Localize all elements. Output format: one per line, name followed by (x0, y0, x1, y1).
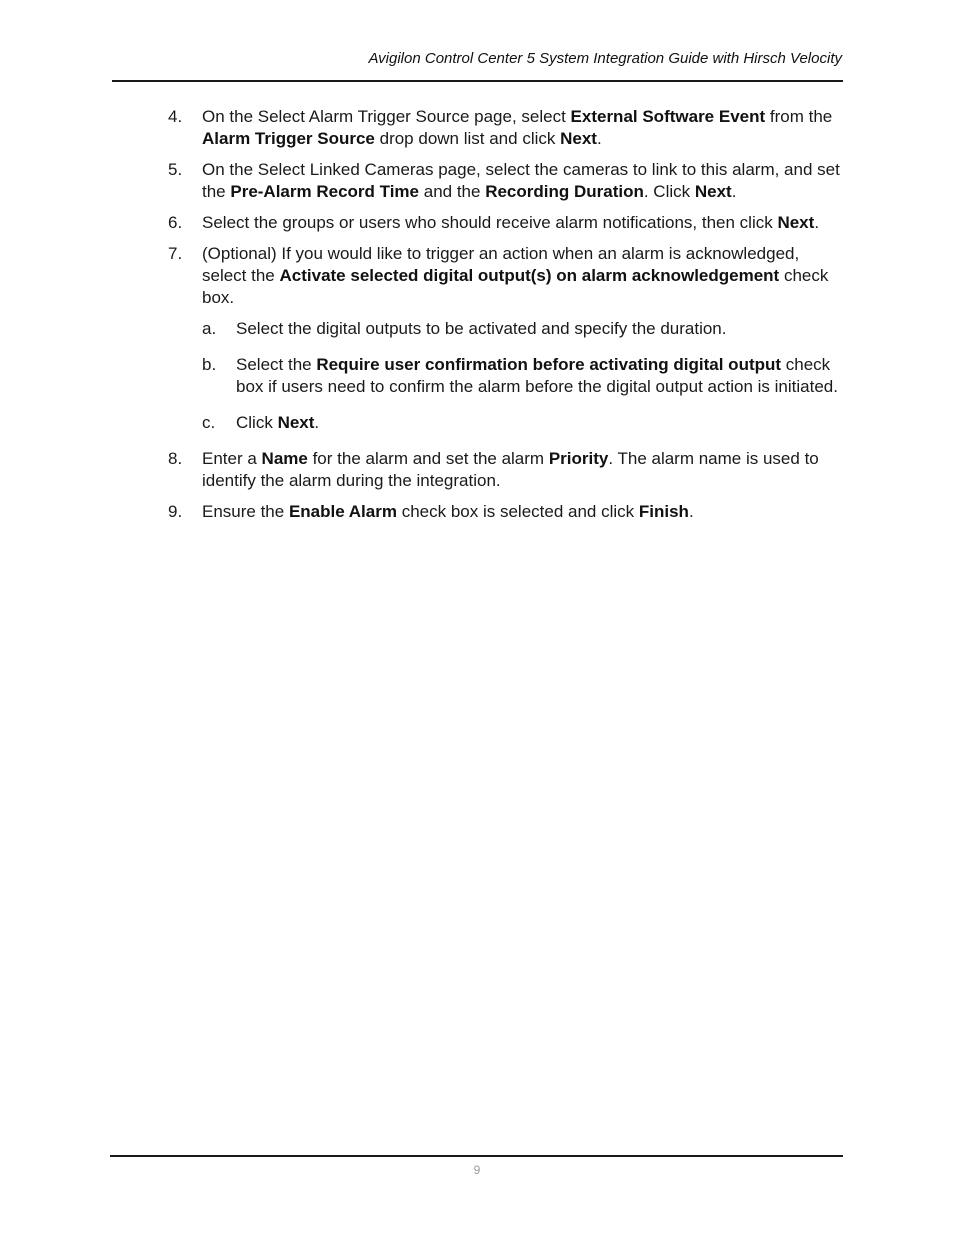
step-number: 7. (168, 244, 183, 263)
step-text: . (731, 182, 737, 201)
step-number: 9. (168, 502, 183, 521)
step-emphasis: External Software Event (570, 107, 766, 126)
step-emphasis: Recording Duration (485, 182, 644, 201)
instruction-list (168, 106, 843, 532)
step-text: . (814, 213, 820, 232)
page-number: 9 (473, 1163, 481, 1177)
step-7 (168, 243, 843, 434)
step-emphasis: Next (694, 182, 732, 201)
running-header: Avigilon Control Center 5 System Integration Guide with Hirsch Velocity (368, 50, 842, 67)
substep-b (202, 354, 843, 398)
substep-letter: b. (202, 355, 217, 374)
step-text: Ensure the (202, 502, 289, 521)
substep-text: Select the digital outputs to be activated and specify the duration. (236, 319, 727, 338)
step-text: (Optional) If you would like to trigger an action when an alarm is acknowledged, select the (202, 244, 800, 285)
substep-text: Click (236, 413, 278, 432)
substep-text: check box if users need to confirm the alarm before the digital output action is initiated. (236, 355, 838, 396)
step-text: Select the groups or users who should receive alarm notifications, then click (202, 213, 778, 232)
step-text: On the Select Alarm Trigger Source page, select (202, 107, 571, 126)
step-number: 8. (168, 449, 183, 468)
substep-list (202, 318, 843, 434)
step-text: from the (765, 107, 833, 126)
substep-a (202, 318, 843, 340)
step-emphasis: Enable Alarm (288, 502, 397, 521)
step-emphasis: Alarm Trigger Source (202, 129, 375, 148)
step-text: check box. (202, 266, 829, 307)
step-text: Enter a (202, 449, 262, 468)
substep-emphasis: Next (277, 413, 315, 432)
step-5 (168, 159, 843, 203)
step-4 (168, 106, 843, 150)
substep-letter: a. (202, 319, 217, 338)
step-text: . Click (643, 182, 695, 201)
step-text: . The alarm name is used to identify the alarm during the integration. (202, 449, 819, 490)
substep-c (202, 412, 843, 434)
step-number: 4. (168, 107, 183, 126)
step-text: for the alarm and set the alarm (307, 449, 549, 468)
substep-emphasis: Require user confirmation before activating digital output (316, 355, 782, 374)
step-emphasis: Activate selected digital output(s) on alarm acknowledgement (279, 266, 780, 285)
step-number: 5. (168, 160, 183, 179)
step-text: . (596, 129, 602, 148)
step-8 (168, 448, 843, 492)
substep-text: . (314, 413, 320, 432)
step-emphasis: Next (777, 213, 815, 232)
substep-text: Select the (236, 355, 317, 374)
step-emphasis: Priority (548, 449, 609, 468)
step-text: check box is selected and click (396, 502, 639, 521)
step-emphasis: Finish (638, 502, 689, 521)
step-text: On the Select Linked Cameras page, select the cameras to link to this alarm, and set the (202, 160, 840, 201)
step-emphasis: Next (560, 129, 597, 148)
step-emphasis: Name (261, 449, 308, 468)
footer-divider (110, 1155, 843, 1157)
step-9 (168, 501, 843, 523)
step-number: 6. (168, 213, 183, 232)
substep-letter: c. (202, 413, 216, 432)
step-6 (168, 212, 843, 234)
step-text: drop down list and click (374, 129, 561, 148)
step-text: and the (419, 182, 486, 201)
header-divider (112, 80, 843, 82)
step-emphasis: Pre-Alarm Record Time (230, 182, 420, 201)
step-text: . (688, 502, 694, 521)
